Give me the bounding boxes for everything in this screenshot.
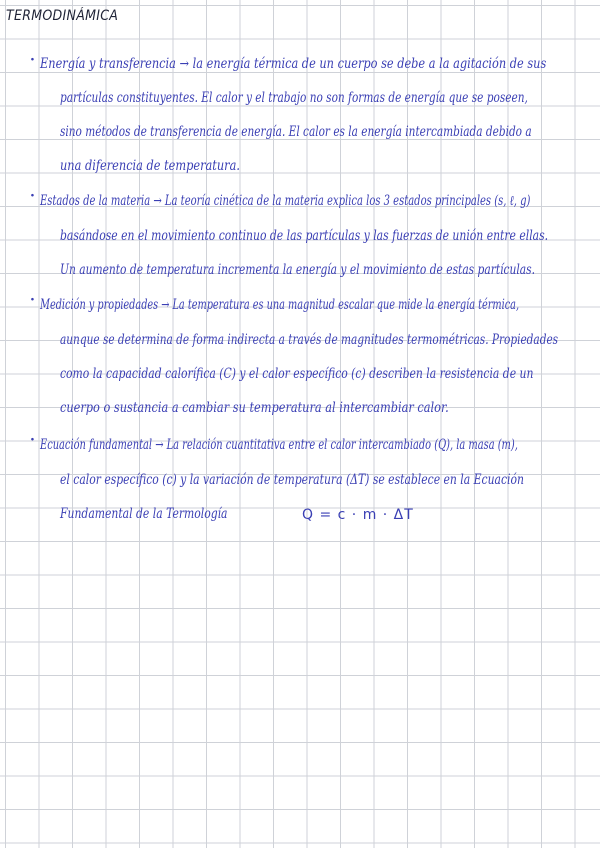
bullet-marker: ·	[30, 52, 35, 68]
section-4-line-2: el calor específico (c) y la variación de temperatura (ΔT) se establece en la Ecuación	[60, 472, 524, 488]
section-3-line-4: cuerpo o sustancia a cambiar su temperatura al intercambiar calor.	[60, 400, 449, 416]
section-1-line-1: Energía y transferencia → la energía térmica de un cuerpo se debe a la agitación de sus	[40, 56, 547, 72]
section-4-line-3: Fundamental de la Termología	[60, 506, 228, 522]
section-3-line-2: aunque se determina de forma indirecta a través de magnitudes termométricas. Propiedades	[60, 332, 559, 348]
section-1-line-3: sino métodos de transferencia de energía. El calor es la energía intercambiada debido a	[60, 124, 532, 140]
section-1-line-2: partículas constituyentes. El calor y el trabajo no son formas de energía que se poseen,	[60, 90, 528, 106]
section-2-line-3: Un aumento de temperatura incrementa la energía y el movimiento de estas partículas.	[60, 262, 535, 278]
section-3-line-1: Medición y propiedades → La temperatura es una magnitud escalar que mide la energía térmica,	[40, 297, 520, 313]
section-2-line-2: basándose en el movimiento continuo de las partículas y las fuerzas de unión entre ellas.	[60, 228, 549, 244]
section-4-line-1: Ecuación fundamental → La relación cuantitativa entre el calor intercambiado (Q), la masa (m),	[40, 437, 518, 453]
section-3-line-3: como la capacidad calorífica (C) y el calor específico (c) describen la resistencia de un	[60, 366, 534, 382]
bullet-marker: ·	[30, 188, 35, 204]
heat-equation-formula: Q = c · m · ΔT	[302, 507, 414, 523]
page-title: TERMODINÁMICA	[6, 8, 119, 24]
bullet-marker: ·	[30, 432, 35, 448]
section-1-line-4: una diferencia de temperatura.	[60, 158, 240, 174]
section-2-line-1: Estados de la materia → La teoría cinética de la materia explica los 3 estados principales (s, ℓ, g)	[40, 193, 531, 209]
bullet-marker: ·	[30, 292, 35, 308]
